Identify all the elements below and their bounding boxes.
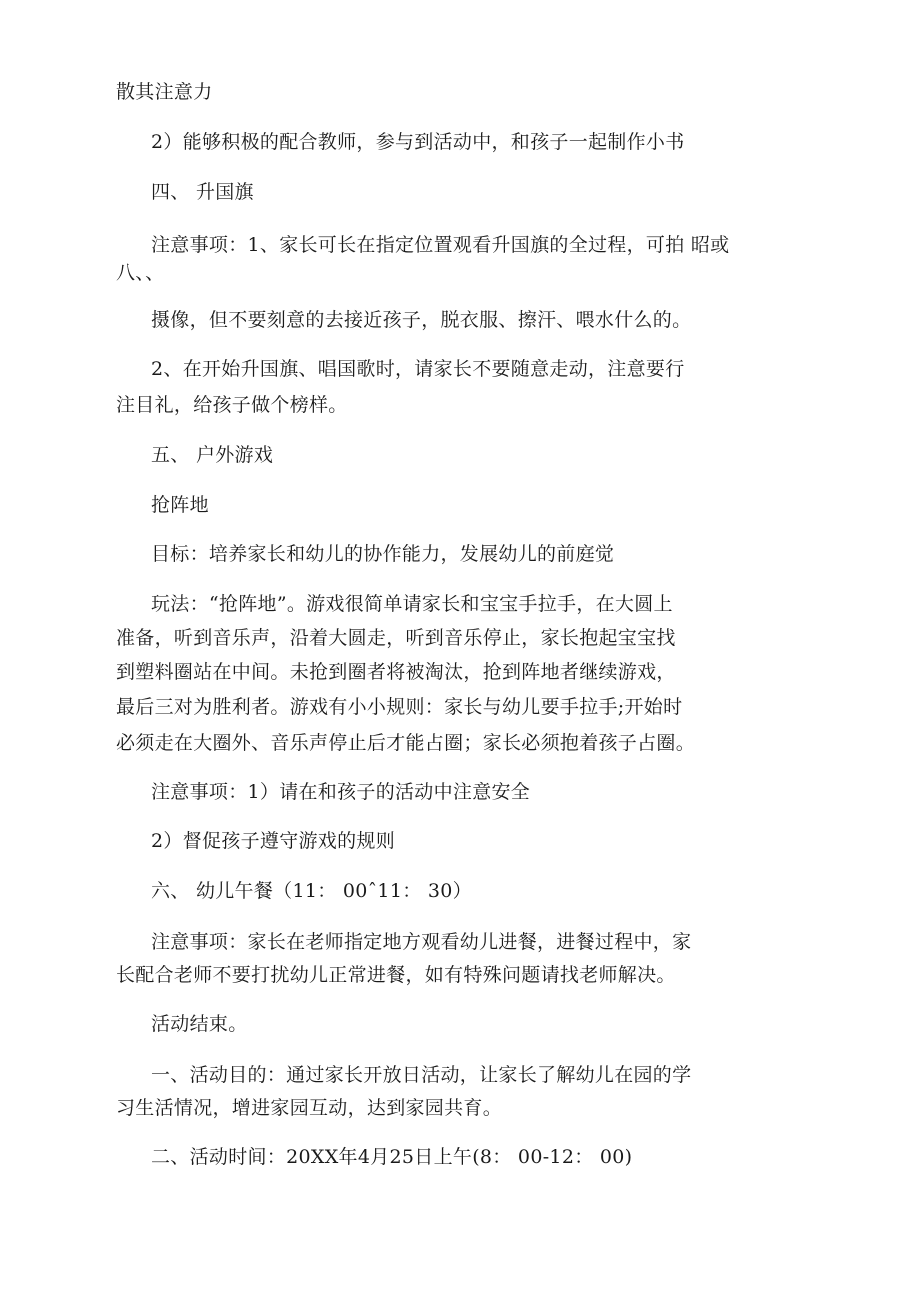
- text-line: 二、活动时间：20XX年4月25日上午(8： 00-12： 00): [151, 1146, 633, 1168]
- text-line: 最后三对为胜利者。游戏有小小规则：家长与幼儿要手拉手;开始时: [116, 696, 683, 718]
- text-line: 一、活动目的：通过家长开放日活动，让家长了解幼儿在园的学: [151, 1064, 692, 1086]
- text-line: 长配合老师不要打扰幼儿正常进餐，如有特殊问题请找老师解决。: [116, 964, 676, 986]
- text-line: 抢阵地: [151, 494, 209, 516]
- text-line: 2）能够积极的配合教师，参与到活动中，和孩子一起制作小书: [151, 131, 685, 153]
- text-line: 活动结束。: [151, 1013, 248, 1035]
- text-line: 2、在开始升国旗、唱国歌时，请家长不要随意走动，注意要行: [151, 358, 685, 380]
- section-heading: 四、 升国旗: [151, 181, 254, 203]
- text-line: 散其注意力: [116, 81, 213, 103]
- text-line: 目标：培养家长和幼儿的协作能力，发展幼儿的前庭觉: [151, 543, 615, 565]
- text-line: 注意事项：1、家长可长在指定位置观看升国旗的全过程，可拍 昭或: [151, 234, 730, 256]
- text-line: 玩法：“抢阵地”。游戏很简单请家长和宝宝手拉手，在大圆上: [151, 593, 673, 615]
- text-line: 准备，听到音乐声，沿着大圆走，听到音乐停止，家长抱起宝宝找: [116, 627, 676, 649]
- section-heading: 六、 幼儿午餐（11： 00ˆ11： 30）: [151, 880, 472, 902]
- text-line: 习生活情况，增进家园互动，达到家园共育。: [116, 1097, 503, 1119]
- text-line: 2）督促孩子遵守游戏的规则: [151, 830, 395, 852]
- text-line: 注意事项：1）请在和孩子的活动中注意安全: [151, 781, 531, 803]
- text-line: 必须走在大圈外、音乐声停止后才能占圈；家长必须抱着孩子占圈。: [116, 732, 696, 754]
- text-line: 摄像，但不要刻意的去接近孩子，脱衣服、擦汗、喂水什么的。: [151, 309, 692, 331]
- text-line: 八、、: [116, 262, 165, 284]
- text-line: 注意事项：家长在老师指定地方观看幼儿进餐，进餐过程中，家: [151, 931, 692, 953]
- text-line: 注目礼，给孩子做个榜样。: [116, 394, 348, 416]
- text-line: 到塑料圈站在中间。未抢到圈者将被淘汰，抢到阵地者继续游戏，: [116, 661, 676, 683]
- section-heading: 五、 户外游戏: [151, 444, 274, 466]
